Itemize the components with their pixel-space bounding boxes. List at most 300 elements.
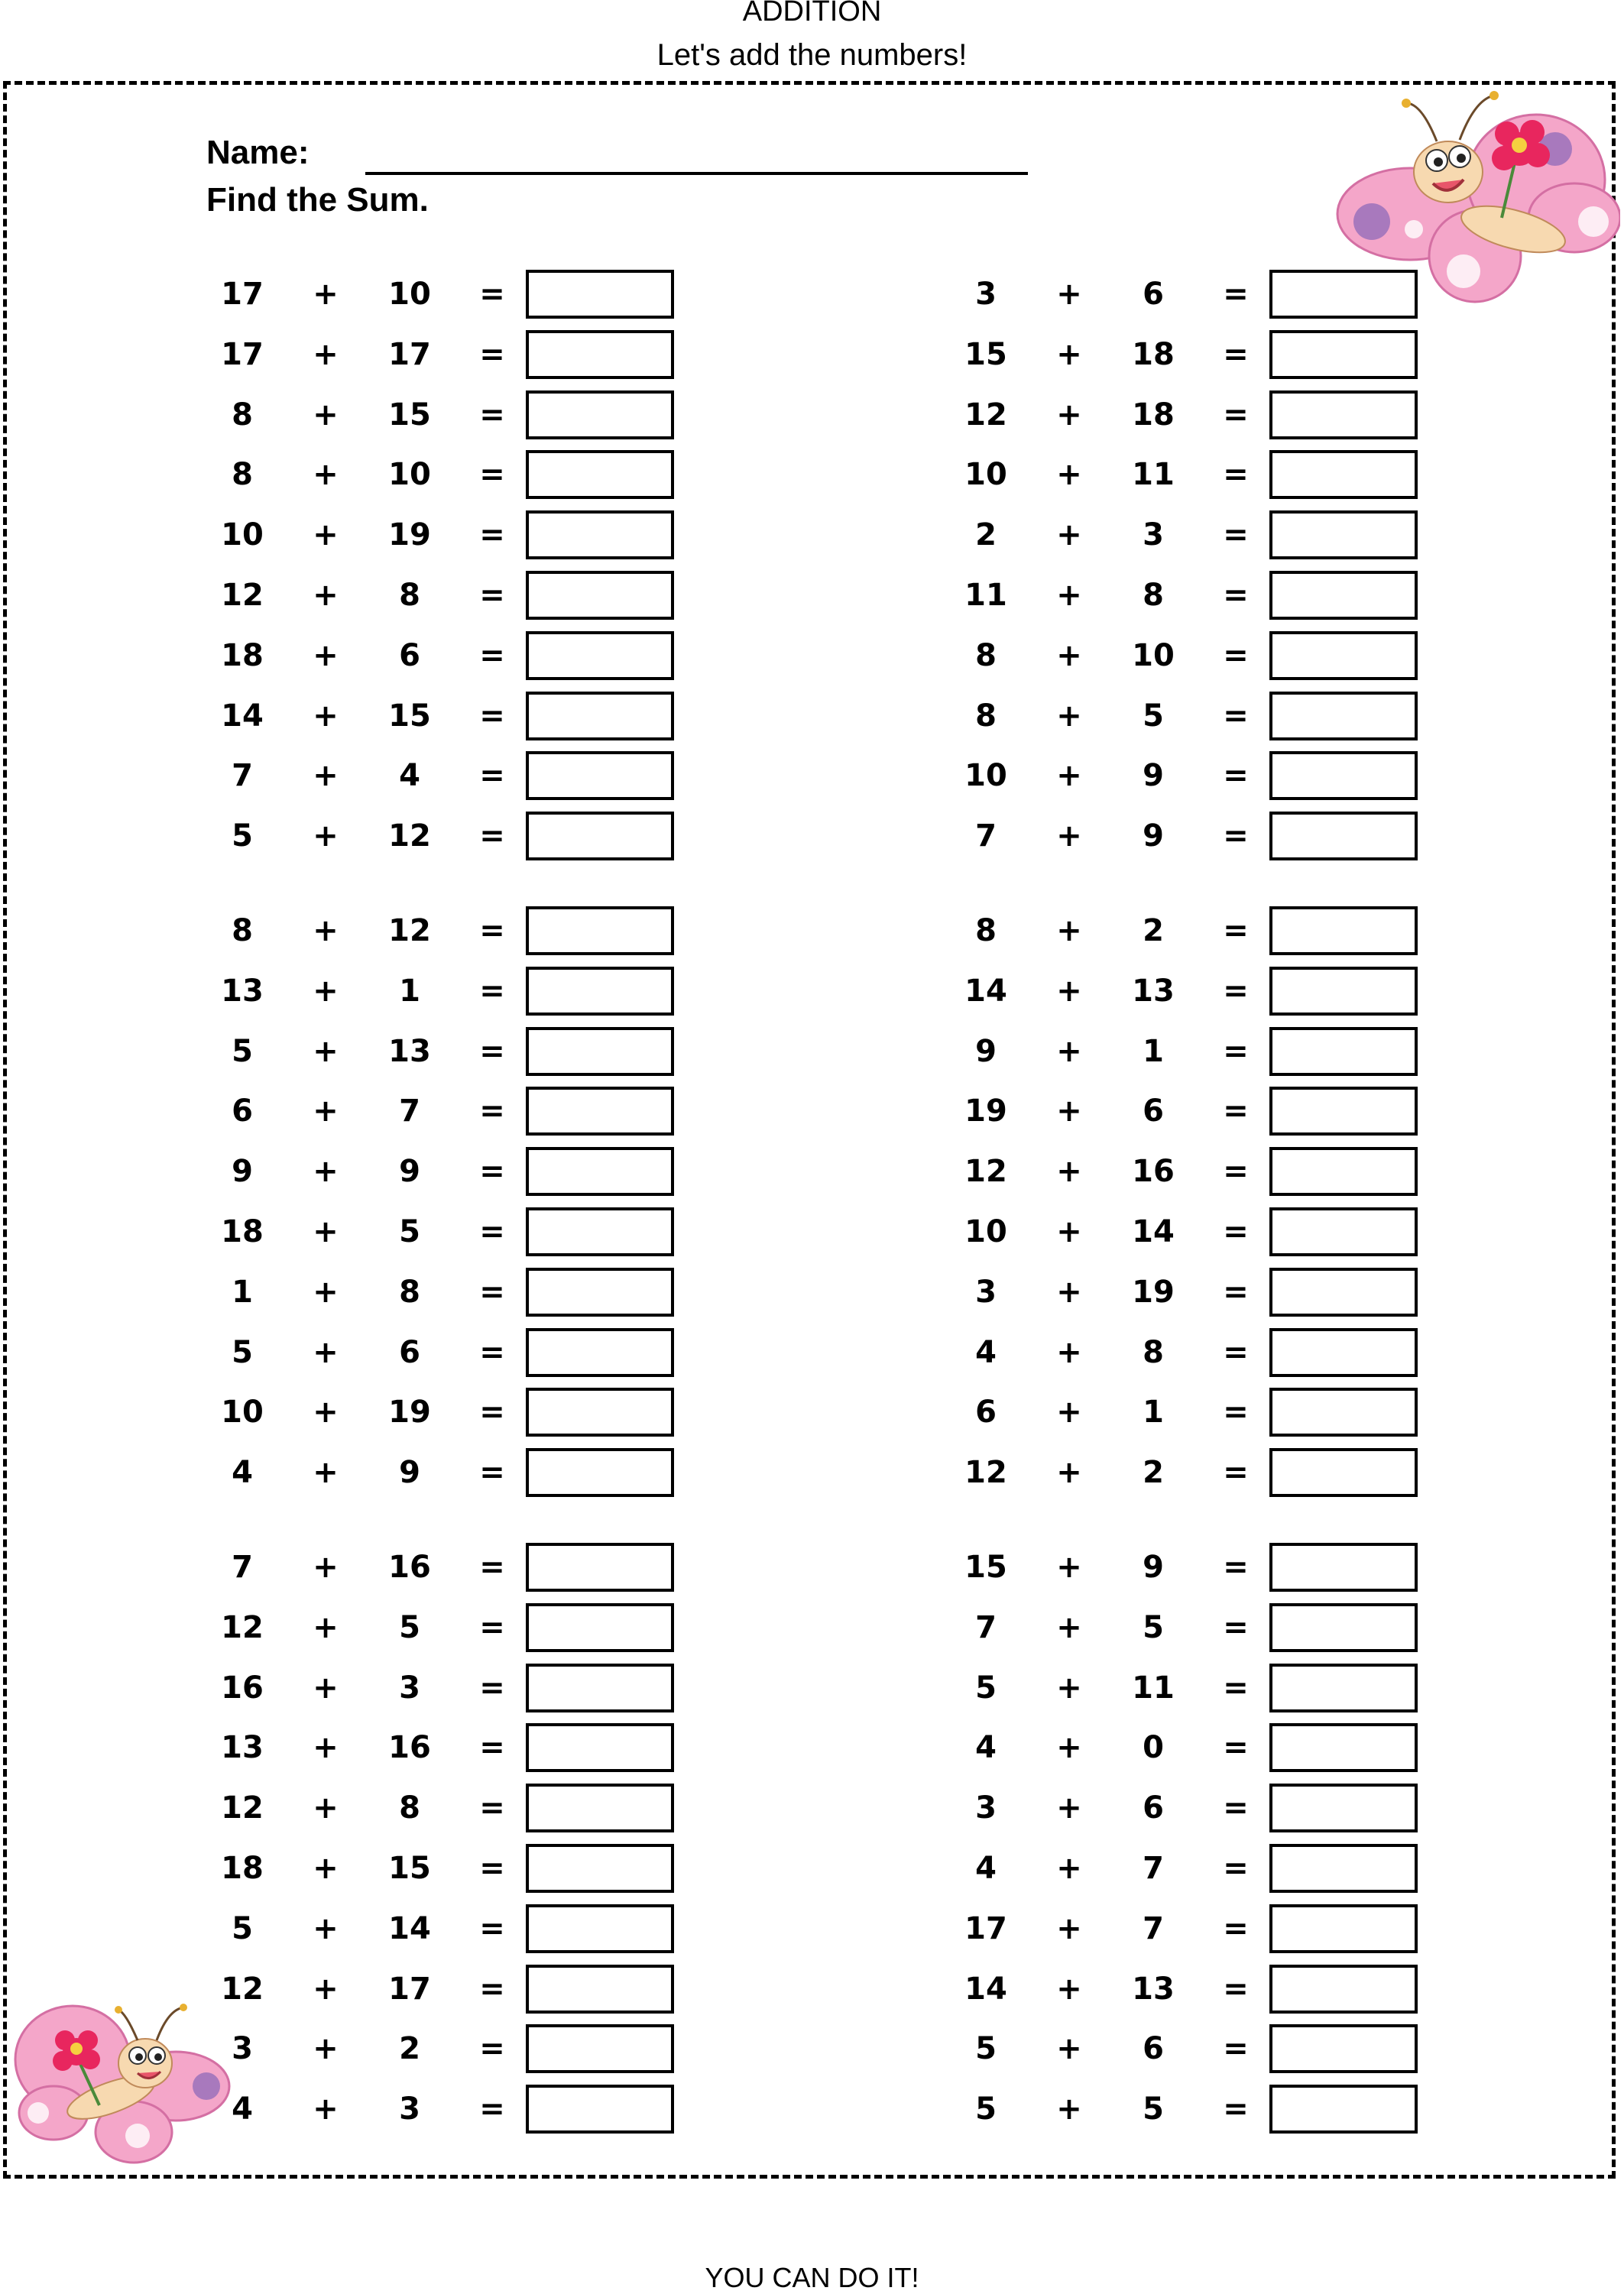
answer-box[interactable]: [1269, 812, 1418, 860]
worksheet-title: ADDITION: [742, 0, 882, 28]
addend-1: 12: [221, 1790, 264, 1826]
answer-box[interactable]: [1269, 2085, 1418, 2134]
problem-row: [204, 450, 678, 499]
equals-sign: =: [1223, 457, 1249, 493]
answer-box[interactable]: [1269, 2024, 1418, 2073]
equals-sign: =: [1223, 698, 1249, 734]
equals-sign: =: [1223, 1851, 1249, 1886]
answer-box[interactable]: [1269, 330, 1418, 379]
answer-box[interactable]: [526, 1543, 674, 1592]
equals-sign: =: [479, 758, 505, 794]
plus-sign: +: [1056, 277, 1082, 312]
plus-sign: +: [1056, 818, 1082, 854]
problem-row: [204, 1448, 678, 1497]
worksheet-subtitle: Let's add the numbers!: [656, 38, 968, 72]
plus-sign: +: [313, 2031, 339, 2067]
addend-2: 19: [388, 517, 431, 553]
equals-sign: =: [1223, 1033, 1249, 1069]
addend-1: 7: [975, 818, 997, 854]
problem-row: [204, 1328, 678, 1377]
addend-2: 5: [1143, 698, 1164, 734]
equals-sign: =: [1223, 517, 1249, 553]
equals-sign: =: [1223, 1334, 1249, 1370]
answer-box[interactable]: [1269, 1207, 1418, 1256]
addend-2: 8: [399, 578, 420, 613]
problem-row: [204, 270, 678, 319]
addend-1: 12: [221, 1971, 264, 2007]
plus-sign: +: [1056, 913, 1082, 948]
addend-1: 9: [232, 1154, 253, 1190]
plus-sign: +: [1056, 1154, 1082, 1190]
addend-2: 2: [1143, 1455, 1164, 1491]
answer-box[interactable]: [1269, 1027, 1418, 1076]
answer-box[interactable]: [526, 1603, 674, 1652]
addend-1: 3: [232, 2031, 253, 2067]
addend-2: 18: [1132, 397, 1175, 433]
equals-sign: =: [479, 578, 505, 613]
addend-2: 16: [388, 1550, 431, 1585]
plus-sign: +: [313, 457, 339, 493]
plus-sign: +: [313, 578, 339, 613]
addend-2: 8: [1143, 578, 1164, 613]
problem-row: [948, 906, 1421, 955]
answer-box[interactable]: [1269, 1147, 1418, 1196]
plus-sign: +: [313, 1274, 339, 1310]
plus-sign: +: [313, 1094, 339, 1129]
addend-1: 17: [964, 1910, 1007, 1946]
addend-2: 7: [1143, 1910, 1164, 1946]
addend-1: 14: [964, 973, 1007, 1009]
answer-box[interactable]: [1269, 751, 1418, 800]
problem-row: [204, 1965, 678, 2014]
addend-2: 16: [388, 1730, 431, 1766]
answer-box[interactable]: [1269, 1328, 1418, 1377]
plus-sign: +: [313, 913, 339, 948]
problem-row: [948, 1844, 1421, 1893]
addend-2: 15: [388, 698, 431, 734]
plus-sign: +: [1056, 1790, 1082, 1826]
plus-sign: +: [1056, 578, 1082, 613]
answer-box[interactable]: [526, 2085, 674, 2134]
addend-1: 12: [964, 397, 1007, 433]
answer-box[interactable]: [1269, 571, 1418, 620]
equals-sign: =: [1223, 1609, 1249, 1645]
addend-2: 5: [1143, 2091, 1164, 2127]
addend-2: 9: [1143, 1550, 1164, 1585]
addend-2: 17: [388, 1971, 431, 2007]
addend-2: 7: [1143, 1851, 1164, 1886]
addend-1: 14: [221, 698, 264, 734]
plus-sign: +: [313, 1609, 339, 1645]
addend-1: 16: [221, 1670, 264, 1706]
plus-sign: +: [313, 1730, 339, 1766]
addend-2: 12: [388, 913, 431, 948]
plus-sign: +: [1056, 1033, 1082, 1069]
equals-sign: =: [1223, 973, 1249, 1009]
equals-sign: =: [479, 1851, 505, 1886]
problem-row: [948, 571, 1421, 620]
addend-1: 5: [232, 1910, 253, 1946]
answer-box[interactable]: [526, 1904, 674, 1953]
answer-box[interactable]: [1269, 967, 1418, 1016]
addend-1: 13: [221, 1730, 264, 1766]
addend-2: 2: [1143, 913, 1164, 948]
equals-sign: =: [1223, 1274, 1249, 1310]
addend-1: 14: [964, 1971, 1007, 2007]
answer-box[interactable]: [1269, 1087, 1418, 1136]
answer-box[interactable]: [526, 1844, 674, 1893]
butterfly-icon: [11, 1998, 233, 2166]
answer-box[interactable]: [1269, 450, 1418, 499]
plus-sign: +: [313, 1971, 339, 2007]
answer-box[interactable]: [526, 1328, 674, 1377]
plus-sign: +: [313, 336, 339, 372]
addend-1: 9: [975, 1033, 997, 1069]
answer-box[interactable]: [1269, 906, 1418, 955]
problem-row: [948, 510, 1421, 559]
addend-2: 19: [1132, 1274, 1175, 1310]
problem-row: [948, 631, 1421, 680]
addend-1: 11: [964, 578, 1007, 613]
addend-1: 5: [975, 2091, 997, 2127]
addend-2: 9: [1143, 818, 1164, 854]
answer-box[interactable]: [526, 1784, 674, 1832]
plus-sign: +: [1056, 1094, 1082, 1129]
equals-sign: =: [1223, 758, 1249, 794]
equals-sign: =: [1223, 913, 1249, 948]
problem-row: [204, 390, 678, 439]
problem-row: [204, 1664, 678, 1712]
plus-sign: +: [313, 818, 339, 854]
answer-box[interactable]: [1269, 1448, 1418, 1497]
addend-1: 8: [975, 637, 997, 673]
answer-box[interactable]: [526, 270, 674, 319]
problem-row: [948, 1664, 1421, 1712]
plus-sign: +: [1056, 2031, 1082, 2067]
footer-encouragement: YOU CAN DO IT!: [705, 2262, 919, 2293]
equals-sign: =: [1223, 1455, 1249, 1491]
addend-2: 1: [1143, 1033, 1164, 1069]
addend-1: 5: [232, 1334, 253, 1370]
addend-1: 3: [975, 277, 997, 312]
equals-sign: =: [479, 1154, 505, 1190]
plus-sign: +: [313, 698, 339, 734]
addend-2: 9: [1143, 758, 1164, 794]
equals-sign: =: [1223, 2091, 1249, 2127]
plus-sign: +: [1056, 1730, 1082, 1766]
addend-1: 18: [221, 1851, 264, 1886]
problem-row: [204, 631, 678, 680]
addend-2: 0: [1143, 1730, 1164, 1766]
answer-box[interactable]: [1269, 390, 1418, 439]
addend-1: 5: [232, 1033, 253, 1069]
addend-2: 5: [399, 1214, 420, 1249]
plus-sign: +: [313, 2091, 339, 2127]
equals-sign: =: [479, 973, 505, 1009]
addend-2: 10: [1132, 637, 1175, 673]
answer-box[interactable]: [526, 510, 674, 559]
addend-2: 5: [1143, 1609, 1164, 1645]
plus-sign: +: [313, 1455, 339, 1491]
problem-row: [948, 1207, 1421, 1256]
plus-sign: +: [1056, 336, 1082, 372]
addend-1: 3: [975, 1790, 997, 1826]
plus-sign: +: [313, 1550, 339, 1585]
addend-2: 7: [399, 1094, 420, 1129]
plus-sign: +: [1056, 1971, 1082, 2007]
equals-sign: =: [1223, 397, 1249, 433]
plus-sign: +: [1056, 698, 1082, 734]
addend-2: 10: [388, 457, 431, 493]
equals-sign: =: [479, 397, 505, 433]
answer-box[interactable]: [1269, 1723, 1418, 1772]
problem-row: [948, 812, 1421, 860]
answer-box[interactable]: [526, 1268, 674, 1317]
answer-box[interactable]: [526, 2024, 674, 2073]
addend-1: 4: [975, 1334, 997, 1370]
plus-sign: +: [313, 1334, 339, 1370]
answer-box[interactable]: [526, 631, 674, 680]
problem-row: [204, 812, 678, 860]
answer-box[interactable]: [1269, 1603, 1418, 1652]
problem-row: [948, 1268, 1421, 1317]
equals-sign: =: [1223, 1214, 1249, 1249]
equals-sign: =: [479, 1670, 505, 1706]
addend-1: 17: [221, 336, 264, 372]
addend-2: 11: [1132, 1670, 1175, 1706]
problem-row: [948, 967, 1421, 1016]
addend-1: 4: [975, 1730, 997, 1766]
problem-row: [204, 1844, 678, 1893]
problem-row: [204, 1603, 678, 1652]
equals-sign: =: [479, 277, 505, 312]
problem-row: [948, 330, 1421, 379]
addend-2: 15: [388, 397, 431, 433]
problem-row: [204, 1147, 678, 1196]
plus-sign: +: [313, 1670, 339, 1706]
answer-box[interactable]: [1269, 692, 1418, 740]
addend-2: 1: [399, 973, 420, 1009]
answer-box[interactable]: [1269, 1543, 1418, 1592]
plus-sign: +: [1056, 1334, 1082, 1370]
addend-1: 10: [964, 758, 1007, 794]
equals-sign: =: [479, 1910, 505, 1946]
plus-sign: +: [1056, 1910, 1082, 1946]
equals-sign: =: [1223, 818, 1249, 854]
addend-2: 3: [399, 1670, 420, 1706]
equals-sign: =: [1223, 1730, 1249, 1766]
answer-box[interactable]: [526, 450, 674, 499]
addend-1: 8: [975, 913, 997, 948]
equals-sign: =: [479, 913, 505, 948]
answer-box[interactable]: [1269, 1388, 1418, 1437]
answer-box[interactable]: [1269, 510, 1418, 559]
answer-box[interactable]: [526, 812, 674, 860]
name-input-line[interactable]: [365, 172, 1028, 175]
plus-sign: +: [313, 517, 339, 553]
answer-box[interactable]: [526, 1207, 674, 1256]
problem-row: [948, 1784, 1421, 1832]
addend-2: 6: [1143, 1790, 1164, 1826]
plus-sign: +: [1056, 1851, 1082, 1886]
problem-row: [948, 1965, 1421, 2014]
plus-sign: +: [1056, 1274, 1082, 1310]
equals-sign: =: [479, 818, 505, 854]
equals-sign: =: [1223, 1910, 1249, 1946]
plus-sign: +: [1056, 397, 1082, 433]
problem-row: [948, 2085, 1421, 2134]
problem-row: [204, 1723, 678, 1772]
equals-sign: =: [479, 1274, 505, 1310]
addend-1: 6: [232, 1094, 253, 1129]
equals-sign: =: [1223, 1971, 1249, 2007]
addend-2: 1: [1143, 1395, 1164, 1431]
equals-sign: =: [479, 1609, 505, 1645]
problem-row: [948, 2024, 1421, 2073]
problem-row: [948, 1448, 1421, 1497]
addend-1: 12: [221, 578, 264, 613]
answer-box[interactable]: [1269, 1784, 1418, 1832]
problem-row: [948, 390, 1421, 439]
equals-sign: =: [479, 1730, 505, 1766]
answer-box[interactable]: [526, 571, 674, 620]
answer-box[interactable]: [526, 330, 674, 379]
equals-sign: =: [479, 1971, 505, 2007]
addend-1: 17: [221, 277, 264, 312]
plus-sign: +: [1056, 1670, 1082, 1706]
addend-1: 18: [221, 1214, 264, 1249]
answer-box[interactable]: [526, 1723, 674, 1772]
answer-box[interactable]: [1269, 631, 1418, 680]
addend-2: 6: [1143, 1094, 1164, 1129]
addend-2: 19: [388, 1395, 431, 1431]
problem-row: [204, 1784, 678, 1832]
equals-sign: =: [479, 2091, 505, 2127]
answer-box[interactable]: [526, 1965, 674, 2014]
plus-sign: +: [313, 1910, 339, 1946]
addend-2: 8: [399, 1790, 420, 1826]
plus-sign: +: [313, 758, 339, 794]
equals-sign: =: [1223, 1790, 1249, 1826]
problem-row: [948, 1603, 1421, 1652]
problem-row: [204, 2085, 678, 2134]
addend-1: 2: [975, 517, 997, 553]
equals-sign: =: [479, 637, 505, 673]
answer-box[interactable]: [526, 1388, 674, 1437]
addend-1: 7: [975, 1609, 997, 1645]
addend-2: 17: [388, 336, 431, 372]
answer-box[interactable]: [526, 692, 674, 740]
answer-box[interactable]: [526, 967, 674, 1016]
plus-sign: +: [313, 277, 339, 312]
equals-sign: =: [479, 2031, 505, 2067]
problem-row: [948, 1904, 1421, 1953]
addend-1: 5: [232, 818, 253, 854]
problem-row: [204, 692, 678, 740]
addend-2: 6: [399, 1334, 420, 1370]
addend-1: 10: [221, 517, 264, 553]
plus-sign: +: [1056, 457, 1082, 493]
answer-box[interactable]: [526, 1147, 674, 1196]
addend-1: 4: [232, 2091, 253, 2127]
equals-sign: =: [1223, 637, 1249, 673]
problem-row: [204, 751, 678, 800]
addend-2: 8: [399, 1274, 420, 1310]
addend-1: 10: [221, 1395, 264, 1431]
problem-row: [948, 1388, 1421, 1437]
answer-box[interactable]: [526, 1087, 674, 1136]
addend-2: 9: [399, 1455, 420, 1491]
addend-1: 4: [232, 1455, 253, 1491]
addend-2: 3: [399, 2091, 420, 2127]
problem-row: [204, 1207, 678, 1256]
name-label: Name:: [206, 134, 310, 171]
equals-sign: =: [479, 1094, 505, 1129]
answer-box[interactable]: [526, 751, 674, 800]
answer-box[interactable]: [526, 390, 674, 439]
addend-2: 12: [388, 818, 431, 854]
problem-row: [948, 1543, 1421, 1592]
answer-box[interactable]: [526, 1448, 674, 1497]
plus-sign: +: [1056, 1550, 1082, 1585]
answer-box[interactable]: [1269, 1965, 1418, 2014]
addend-2: 3: [1143, 517, 1164, 553]
plus-sign: +: [313, 1154, 339, 1190]
equals-sign: =: [479, 1790, 505, 1826]
answer-box[interactable]: [1269, 270, 1418, 319]
answer-box[interactable]: [526, 906, 674, 955]
equals-sign: =: [479, 517, 505, 553]
plus-sign: +: [313, 1851, 339, 1886]
addend-1: 8: [975, 698, 997, 734]
plus-sign: +: [313, 397, 339, 433]
equals-sign: =: [1223, 336, 1249, 372]
answer-box[interactable]: [1269, 1268, 1418, 1317]
equals-sign: =: [1223, 2031, 1249, 2067]
plus-sign: +: [313, 1790, 339, 1826]
problem-row: [204, 1087, 678, 1136]
addend-1: 18: [221, 637, 264, 673]
addend-1: 13: [221, 973, 264, 1009]
addend-2: 14: [1132, 1214, 1175, 1249]
addend-1: 8: [232, 397, 253, 433]
equals-sign: =: [479, 1214, 505, 1249]
answer-box[interactable]: [526, 1027, 674, 1076]
addend-1: 10: [964, 1214, 1007, 1249]
addend-1: 12: [221, 1609, 264, 1645]
equals-sign: =: [1223, 1154, 1249, 1190]
answer-box[interactable]: [526, 1664, 674, 1712]
problem-row: [948, 450, 1421, 499]
addend-2: 15: [388, 1851, 431, 1886]
problem-row: [204, 2024, 678, 2073]
answer-box[interactable]: [1269, 1664, 1418, 1712]
answer-box[interactable]: [1269, 1904, 1418, 1953]
equals-sign: =: [479, 1334, 505, 1370]
plus-sign: +: [1056, 973, 1082, 1009]
equals-sign: =: [479, 1550, 505, 1585]
addend-1: 8: [232, 913, 253, 948]
plus-sign: +: [313, 637, 339, 673]
addend-2: 5: [399, 1609, 420, 1645]
equals-sign: =: [479, 698, 505, 734]
addend-2: 13: [388, 1033, 431, 1069]
addend-1: 19: [964, 1094, 1007, 1129]
answer-box[interactable]: [1269, 1844, 1418, 1893]
addend-1: 8: [232, 457, 253, 493]
addend-2: 13: [1132, 1971, 1175, 2007]
addend-1: 5: [975, 2031, 997, 2067]
